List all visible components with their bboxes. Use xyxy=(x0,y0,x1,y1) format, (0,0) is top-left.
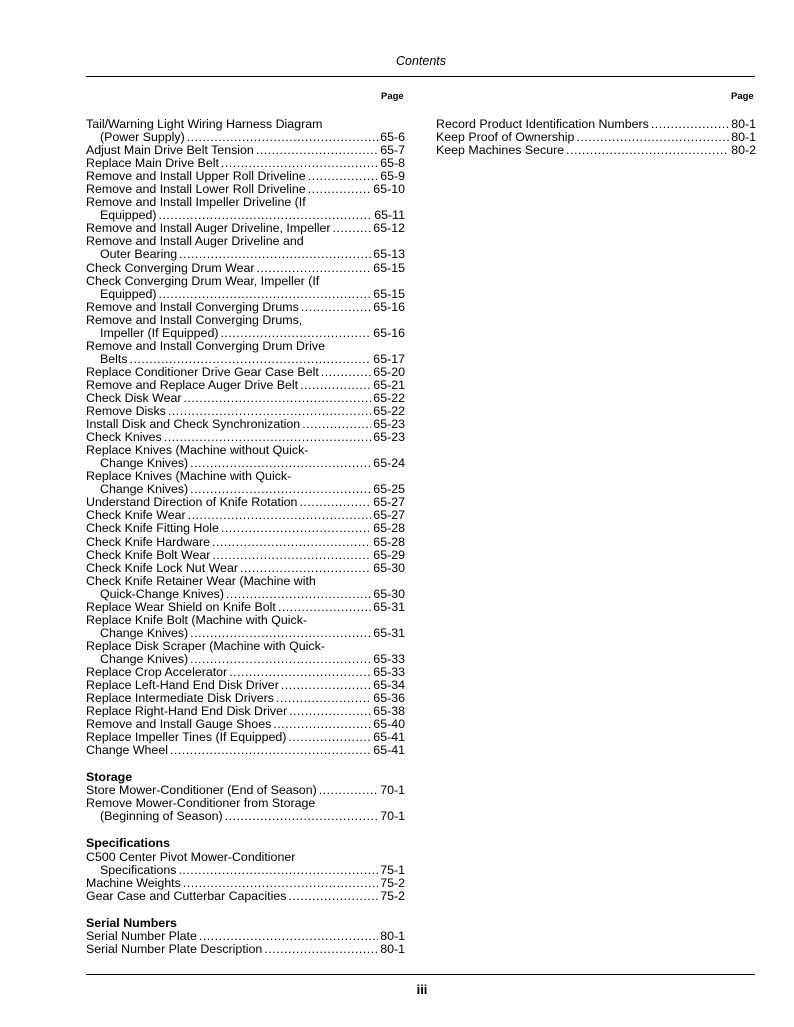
toc-entry-page: 65-38 xyxy=(373,704,405,719)
dot-leader xyxy=(212,549,371,562)
dot-leader xyxy=(289,705,371,718)
toc-entry-page: 75-1 xyxy=(380,862,405,877)
toc-entry-title-line: Check Knife Hardware xyxy=(86,534,210,549)
dot-leader xyxy=(319,784,378,797)
toc-entry-title-line: Adjust Main Drive Belt Tension xyxy=(86,143,254,158)
dot-leader xyxy=(308,170,379,183)
toc-entry-title-line: Replace Disk Scraper (Machine with Quick- xyxy=(86,638,325,653)
toc-entry-page: 80-1 xyxy=(380,941,405,956)
toc-entry-title-line: Replace Knives (Machine with Quick- xyxy=(86,469,292,484)
right-page-column-label: Page xyxy=(731,91,754,102)
toc-entry-title-line: Check Knives xyxy=(86,430,162,445)
dot-leader xyxy=(302,418,371,431)
toc-entry-page: 80-1 xyxy=(731,130,756,145)
toc-entry-title-line: Replace Knife Bolt (Machine with Quick- xyxy=(86,612,308,627)
dot-leader xyxy=(183,877,378,890)
toc-entry-title-line: Replace Crop Accelerator xyxy=(86,664,228,679)
toc-entry-title-line: Remove and Install Gauge Shoes xyxy=(86,717,272,732)
toc-entry-page: 65-27 xyxy=(373,495,405,510)
toc-entry-title-line: Change Knives) xyxy=(100,625,189,640)
toc-entry-title-line: Remove and Install Upper Roll Driveline xyxy=(86,169,306,184)
toc-entry[interactable] xyxy=(86,444,405,470)
toc-entry[interactable] xyxy=(86,890,405,903)
dot-leader xyxy=(170,744,371,757)
toc-entry-title-line: Replace Left-Hand End Disk Driver xyxy=(86,678,279,693)
toc-entry-title-line: Check Knife Wear xyxy=(86,508,186,523)
toc-entry-page: 65-10 xyxy=(373,182,405,197)
toc-entry-page: 65-28 xyxy=(373,534,405,549)
toc-entry-title-line: Remove and Install Auger Driveline, Impeller xyxy=(86,221,331,236)
toc-entry-title-line: Replace Main Drive Belt xyxy=(86,156,219,171)
dot-leader xyxy=(199,930,378,943)
toc-left-entries xyxy=(86,118,405,757)
toc-entry[interactable] xyxy=(86,314,405,340)
toc-entry-title-line: Install Disk and Check Synchronization xyxy=(86,417,301,432)
toc-entry-title-line: Remove and Install Converging Drum Drive xyxy=(86,338,325,353)
dot-leader xyxy=(566,144,729,157)
toc-entry-page: 65-23 xyxy=(373,430,405,445)
dot-leader xyxy=(240,562,371,575)
toc-entry-title-line: Remove and Replace Auger Drive Belt xyxy=(86,377,299,392)
toc-entry-title-line: Check Disk Wear xyxy=(86,390,182,405)
toc-entry-title-line: Change Knives) xyxy=(100,456,189,471)
toc-entry-title-line: Change Knives) xyxy=(100,651,189,666)
dot-leader xyxy=(301,301,371,314)
toc-entry[interactable] xyxy=(86,614,405,640)
header-rule xyxy=(86,76,755,77)
toc-entry[interactable] xyxy=(86,470,405,496)
dot-leader xyxy=(225,810,379,823)
toc-entry-page: 65-22 xyxy=(373,404,405,419)
toc-entry-title-line: Belts xyxy=(100,351,128,366)
toc-entry[interactable] xyxy=(86,562,405,575)
toc-entry[interactable] xyxy=(86,301,405,314)
toc-entry-page: 65-30 xyxy=(373,586,405,601)
section-heading: Serial Numbers xyxy=(86,915,177,930)
dot-leader xyxy=(300,379,371,392)
dot-leader xyxy=(333,222,372,235)
toc-entry-page: 80-1 xyxy=(380,928,405,943)
dot-leader xyxy=(308,183,372,196)
toc-entry-page: 75-2 xyxy=(380,875,405,890)
toc-entry[interactable] xyxy=(86,536,405,549)
toc-entry-page: 65-36 xyxy=(373,691,405,706)
dot-leader xyxy=(130,353,372,366)
toc-entry-title-line: Replace Wear Shield on Knife Bolt xyxy=(86,599,276,614)
toc-entry[interactable] xyxy=(86,549,405,562)
dot-leader xyxy=(183,392,371,405)
toc-entry-page: 75-2 xyxy=(380,888,405,903)
toc-entry[interactable] xyxy=(86,118,405,144)
dot-leader xyxy=(288,731,371,744)
toc-entry-page: 65-34 xyxy=(373,678,405,693)
toc-entry-title-line: Replace Knives (Machine without Quick- xyxy=(86,443,309,458)
dot-leader xyxy=(273,718,371,731)
toc-entry-title-line: C500 Center Pivot Mower-Conditioner xyxy=(86,849,296,864)
toc-entry-page: 65-27 xyxy=(373,508,405,523)
toc-entry-title-line: Remove and Install Impeller Driveline (If xyxy=(86,195,306,210)
toc-entry-page: 65-8 xyxy=(380,156,405,171)
toc-entry-title-line: Check Converging Drum Wear, Impeller (If xyxy=(86,273,320,288)
dot-leader xyxy=(276,692,371,705)
toc-entry-title-line: Serial Number Plate xyxy=(86,928,197,943)
dot-leader xyxy=(178,864,378,877)
toc-entry[interactable] xyxy=(86,601,405,614)
toc-entry-page: 65-31 xyxy=(373,625,405,640)
toc-entry-title-line: Remove and Install Auger Driveline and xyxy=(86,234,304,249)
toc-entry-title-line: Check Converging Drum Wear xyxy=(86,260,255,275)
dot-leader xyxy=(576,131,729,144)
dot-leader xyxy=(221,522,371,535)
toc-entry-page: 80-2 xyxy=(731,143,756,158)
toc-entry[interactable] xyxy=(86,640,405,666)
toc-entry-title-line: Equipped) xyxy=(100,286,157,301)
toc-entry-title-line: Record Product Identification Numbers xyxy=(436,117,649,131)
toc-sections xyxy=(86,771,405,956)
toc-entry[interactable] xyxy=(86,522,405,535)
toc-entry-title-line: Check Knife Fitting Hole xyxy=(86,521,219,536)
toc-entry-page: 65-12 xyxy=(373,221,405,236)
dot-leader xyxy=(179,248,371,261)
toc-entry-title-line: Machine Weights xyxy=(86,875,181,890)
section-heading: Specifications xyxy=(86,836,171,851)
page-number: iii xyxy=(416,982,428,997)
toc-entry-page: 65-15 xyxy=(373,286,405,301)
toc-entry[interactable] xyxy=(86,366,405,379)
dot-leader xyxy=(226,588,371,601)
footer-rule xyxy=(86,974,755,975)
toc-entry-title-line: Quick-Change Knives) xyxy=(100,586,224,601)
toc-entry[interactable] xyxy=(436,144,756,157)
toc-entry-title-line: (Power Supply) xyxy=(100,130,185,145)
toc-entry-page: 65-17 xyxy=(373,351,405,366)
dot-leader xyxy=(651,118,729,131)
toc-entry-page: 65-24 xyxy=(373,456,405,471)
toc-entry-title-line: Change Knives) xyxy=(100,482,189,497)
section-heading: Storage xyxy=(86,770,133,785)
toc-entry[interactable] xyxy=(86,877,405,890)
dot-leader xyxy=(278,601,371,614)
toc-entry[interactable] xyxy=(86,262,405,275)
toc-entry-page: 80-1 xyxy=(731,117,756,131)
toc-entry-page: 65-13 xyxy=(373,247,405,262)
toc-entry-title-line: Specifications xyxy=(100,862,177,877)
toc-right-column xyxy=(436,118,756,157)
toc-entry-page: 65-33 xyxy=(373,664,405,679)
toc-entry-title-line: (Beginning of Season) xyxy=(100,809,223,824)
toc-entry-page: 65-9 xyxy=(380,169,405,184)
toc-entry-page: 65-16 xyxy=(373,299,405,314)
toc-entry-title-line: Equipped) xyxy=(100,208,157,223)
toc-entry-page: 65-41 xyxy=(373,730,405,745)
toc-right-entries xyxy=(436,118,756,157)
dot-leader xyxy=(220,327,371,340)
toc-entry-title-line: Outer Bearing xyxy=(100,247,178,262)
toc-entry-title-line: Replace Intermediate Disk Drivers xyxy=(86,691,274,706)
toc-entry-title-line: Gear Case and Cutterbar Capacities xyxy=(86,888,287,903)
toc-entry-title-line: Remove and Install Lower Roll Driveline xyxy=(86,182,306,197)
toc-entry-title-line: Keep Machines Secure xyxy=(436,143,565,158)
toc-entry-title-line: Change Wheel xyxy=(86,743,168,758)
toc-entry-title-line: Remove and Install Converging Drums, xyxy=(86,312,303,327)
toc-entry-page: 65-6 xyxy=(380,130,405,145)
toc-entry-page: 65-7 xyxy=(380,143,405,158)
toc-entry[interactable] xyxy=(86,575,405,601)
toc-entry-title-line: Remove and Install Converging Drums xyxy=(86,299,299,314)
toc-entry[interactable] xyxy=(86,797,405,823)
toc-entry-title-line: Replace Impeller Tines (If Equipped) xyxy=(86,730,287,745)
dot-leader xyxy=(299,496,371,509)
toc-entry[interactable] xyxy=(86,943,405,956)
toc-entry-page: 65-41 xyxy=(373,743,405,758)
toc-entry-page: 65-33 xyxy=(373,651,405,666)
toc-entry[interactable] xyxy=(86,851,405,877)
toc-entry-page: 70-1 xyxy=(380,783,405,798)
toc-entry-page: 65-29 xyxy=(373,547,405,562)
toc-entry-title-line: Serial Number Plate Description xyxy=(86,941,263,956)
toc-entry-page: 65-22 xyxy=(373,390,405,405)
toc-entry-page: 65-23 xyxy=(373,417,405,432)
dot-leader xyxy=(288,890,378,903)
toc-entry-title-line: Understand Direction of Knife Rotation xyxy=(86,495,298,510)
dot-leader xyxy=(190,653,371,666)
toc-entry-title-line: Store Mower-Conditioner (End of Season) xyxy=(86,783,317,798)
dot-leader xyxy=(321,366,372,379)
dot-leader xyxy=(264,943,378,956)
header-title: Contents xyxy=(395,54,446,68)
toc-entry-page: 65-15 xyxy=(373,260,405,275)
toc-left-column xyxy=(86,118,405,956)
toc-entry[interactable] xyxy=(86,196,405,222)
dot-leader xyxy=(256,144,378,157)
toc-entry-page: 65-31 xyxy=(373,599,405,614)
dot-leader xyxy=(281,679,371,692)
left-page-column-label: Page xyxy=(381,91,404,102)
dot-leader xyxy=(256,262,371,275)
toc-entry[interactable] xyxy=(86,930,405,943)
toc-entry-title-line: Check Knife Lock Nut Wear xyxy=(86,560,238,575)
toc-entry-page: 65-40 xyxy=(373,717,405,732)
dot-leader xyxy=(159,288,372,301)
toc-entry-title-line: Replace Right-Hand End Disk Driver xyxy=(86,704,288,719)
toc-entry-page: 65-25 xyxy=(373,482,405,497)
toc-entry-page: 65-21 xyxy=(373,377,405,392)
toc-entry-page: 65-16 xyxy=(373,325,405,340)
toc-entry[interactable] xyxy=(86,275,405,301)
toc-entry-page: 65-28 xyxy=(373,521,405,536)
toc-entry[interactable] xyxy=(86,744,405,757)
toc-entry-title-line: Check Knife Bolt Wear xyxy=(86,547,211,562)
toc-entry-title-line: Replace Conditioner Drive Gear Case Belt xyxy=(86,364,319,379)
toc-entry-page: 65-30 xyxy=(373,560,405,575)
toc-entry[interactable] xyxy=(86,235,405,261)
toc-entry-page: 65-11 xyxy=(374,208,405,223)
toc-entry-page: 65-20 xyxy=(373,364,405,379)
toc-entry-title-line: Impeller (If Equipped) xyxy=(100,325,219,340)
toc-entry-title-line: Keep Proof of Ownership xyxy=(436,130,575,145)
toc-entry[interactable] xyxy=(86,340,405,366)
toc-entry-title-line: Check Knife Retainer Wear (Machine with xyxy=(86,573,316,588)
toc-entry-title-line: Tail/Warning Light Wiring Harness Diagram xyxy=(86,117,323,131)
toc-entry-page: 70-1 xyxy=(380,809,405,824)
dot-leader xyxy=(212,536,371,549)
toc-entry-title-line: Remove Mower-Conditioner from Storage xyxy=(86,796,316,811)
dot-leader xyxy=(190,627,371,640)
toc-entry-title-line: Remove Disks xyxy=(86,404,166,419)
